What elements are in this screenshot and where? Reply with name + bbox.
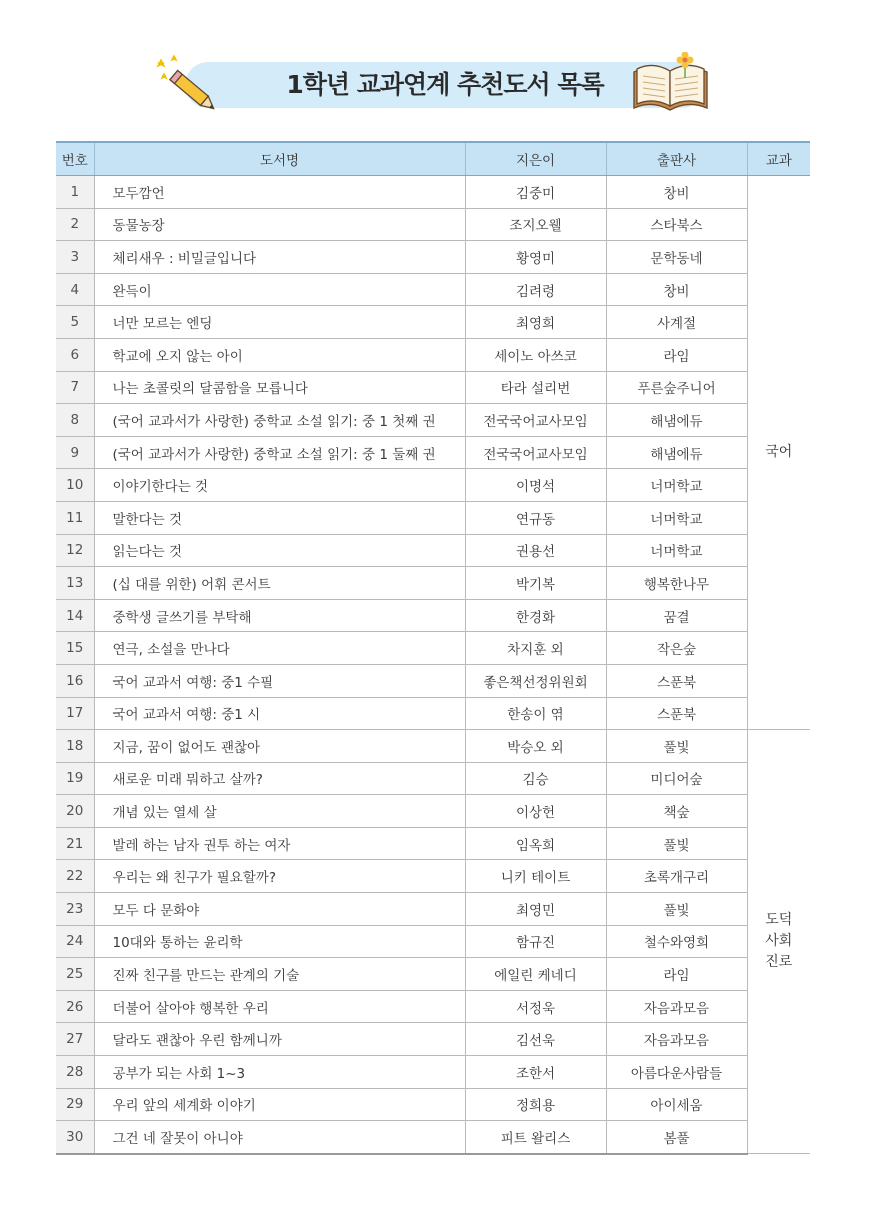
table-row	[56, 404, 810, 437]
book-publisher: 봄풀	[606, 1121, 747, 1154]
book-number: 17	[56, 697, 94, 730]
table-row	[56, 599, 810, 632]
book-number: 24	[56, 925, 94, 958]
book-author: 김선욱	[465, 1023, 606, 1056]
table-row	[56, 1121, 810, 1154]
table-row	[56, 795, 810, 828]
book-author: 이상헌	[465, 795, 606, 828]
book-number: 3	[56, 241, 94, 274]
book-author: 피트 왈리스	[465, 1121, 606, 1154]
book-number: 7	[56, 371, 94, 404]
book-publisher: 문학동네	[606, 241, 747, 274]
book-author: 권용선	[465, 534, 606, 567]
table-row	[56, 1023, 810, 1056]
book-number: 12	[56, 534, 94, 567]
book-number: 26	[56, 990, 94, 1023]
book-title: 체리새우 : 비밀글입니다	[94, 241, 465, 274]
book-number: 11	[56, 501, 94, 534]
book-author: 서정욱	[465, 990, 606, 1023]
book-title: 우리는 왜 친구가 필요할까?	[94, 860, 465, 893]
book-author: 타라 설리번	[465, 371, 606, 404]
book-author: 연규동	[465, 501, 606, 534]
book-publisher: 초록개구리	[606, 860, 747, 893]
table-row	[56, 730, 810, 763]
book-title: 10대와 통하는 윤리학	[94, 925, 465, 958]
book-author: 한송이 엮	[465, 697, 606, 730]
table-row	[56, 990, 810, 1023]
book-publisher: 라임	[606, 958, 747, 991]
book-number: 27	[56, 1023, 94, 1056]
book-publisher: 해냄에듀	[606, 404, 747, 437]
table-row	[56, 827, 810, 860]
table-row	[56, 176, 810, 209]
book-author: 함규진	[465, 925, 606, 958]
table-row	[56, 338, 810, 371]
book-title: 지금, 꿈이 없어도 괜찮아	[94, 730, 465, 763]
book-title: 읽는다는 것	[94, 534, 465, 567]
book-author: 조한서	[465, 1056, 606, 1089]
subject-cell: 국어	[747, 176, 810, 730]
book-publisher: 창비	[606, 273, 747, 306]
book-author: 차지훈 외	[465, 632, 606, 665]
book-publisher: 꿈결	[606, 599, 747, 632]
book-title: 학교에 오지 않는 아이	[94, 338, 465, 371]
book-number: 22	[56, 860, 94, 893]
book-publisher: 너머학교	[606, 534, 747, 567]
book-publisher: 스타북스	[606, 208, 747, 241]
table-row	[56, 241, 810, 274]
book-number: 6	[56, 338, 94, 371]
book-title: (십 대를 위한) 어휘 콘서트	[94, 567, 465, 600]
table-row	[56, 1088, 810, 1121]
book-title: 연극, 소설을 만나다	[94, 632, 465, 665]
book-title: 말한다는 것	[94, 501, 465, 534]
book-author: 김려령	[465, 273, 606, 306]
table-row	[56, 958, 810, 991]
book-publisher: 창비	[606, 176, 747, 209]
column-header-publisher: 출판사	[606, 142, 747, 176]
book-publisher: 사계절	[606, 306, 747, 339]
book-author: 정희용	[465, 1088, 606, 1121]
book-publisher: 스푼북	[606, 697, 747, 730]
book-publisher: 너머학교	[606, 469, 747, 502]
book-author: 세이노 아쓰코	[465, 338, 606, 371]
book-author: 조지오웰	[465, 208, 606, 241]
book-number: 23	[56, 893, 94, 926]
book-number: 19	[56, 762, 94, 795]
table-header-row	[56, 142, 810, 176]
table-row	[56, 762, 810, 795]
book-title: 새로운 미래 뭐하고 살까?	[94, 762, 465, 795]
book-publisher: 라임	[606, 338, 747, 371]
book-title: 모두 다 문화야	[94, 893, 465, 926]
book-publisher: 자음과모음	[606, 1023, 747, 1056]
book-number: 30	[56, 1121, 94, 1154]
book-author: 니키 테이트	[465, 860, 606, 893]
book-author: 박기복	[465, 567, 606, 600]
column-header-author: 지은이	[465, 142, 606, 176]
book-title: (국어 교과서가 사랑한) 중학교 소설 읽기: 중 1 첫째 권	[94, 404, 465, 437]
book-author: 임옥희	[465, 827, 606, 860]
book-title: 달라도 괜찮아 우린 함께니까	[94, 1023, 465, 1056]
book-author: 김중미	[465, 176, 606, 209]
table-row	[56, 567, 810, 600]
table-row	[56, 860, 810, 893]
book-author: 황영미	[465, 241, 606, 274]
book-author: 이명석	[465, 469, 606, 502]
table-row	[56, 893, 810, 926]
book-title: 국어 교과서 여행: 중1 시	[94, 697, 465, 730]
book-author: 최영민	[465, 893, 606, 926]
subject-cell: 도덕 사회 진로	[747, 730, 810, 1154]
table-row	[56, 306, 810, 339]
book-publisher: 풀빛	[606, 827, 747, 860]
book-publisher: 너머학교	[606, 501, 747, 534]
table-row	[56, 273, 810, 306]
book-author: 전국국어교사모임	[465, 436, 606, 469]
book-number: 20	[56, 795, 94, 828]
book-number: 5	[56, 306, 94, 339]
book-publisher: 해냄에듀	[606, 436, 747, 469]
table-row	[56, 469, 810, 502]
book-number: 25	[56, 958, 94, 991]
book-number: 10	[56, 469, 94, 502]
book-author: 전국국어교사모임	[465, 404, 606, 437]
book-number: 29	[56, 1088, 94, 1121]
book-title: 진짜 친구를 만드는 관계의 기술	[94, 958, 465, 991]
book-author: 에일린 케네디	[465, 958, 606, 991]
book-number: 14	[56, 599, 94, 632]
book-list-table	[56, 141, 810, 1155]
page-title: 1학년 교과연계 추천도서 목록	[286, 70, 604, 99]
table-row	[56, 1056, 810, 1089]
column-header-subject: 교과	[747, 142, 810, 176]
book-number: 28	[56, 1056, 94, 1089]
book-title: 너만 모르는 엔딩	[94, 306, 465, 339]
book-number: 4	[56, 273, 94, 306]
book-author: 한경화	[465, 599, 606, 632]
book-title: 국어 교과서 여행: 중1 수필	[94, 664, 465, 697]
book-publisher: 미디어숲	[606, 762, 747, 795]
book-title: 완득이	[94, 273, 465, 306]
book-number: 15	[56, 632, 94, 665]
book-title: 이야기한다는 것	[94, 469, 465, 502]
table-row	[56, 436, 810, 469]
book-number: 8	[56, 404, 94, 437]
table-row	[56, 371, 810, 404]
table-row	[56, 632, 810, 665]
book-title: 중학생 글쓰기를 부탁해	[94, 599, 465, 632]
book-publisher: 책숲	[606, 795, 747, 828]
book-number: 9	[56, 436, 94, 469]
book-number: 2	[56, 208, 94, 241]
book-number: 13	[56, 567, 94, 600]
column-header-number: 번호	[56, 142, 94, 176]
table-row	[56, 208, 810, 241]
table-row	[56, 534, 810, 567]
book-title: 발레 하는 남자 권투 하는 여자	[94, 827, 465, 860]
book-title: 공부가 되는 사회 1~3	[94, 1056, 465, 1089]
book-number: 21	[56, 827, 94, 860]
book-number: 16	[56, 664, 94, 697]
book-author: 김승	[465, 762, 606, 795]
table-row	[56, 925, 810, 958]
book-publisher: 행복한나무	[606, 567, 747, 600]
book-publisher: 푸른숲주니어	[606, 371, 747, 404]
book-title: 더불어 살아야 행복한 우리	[94, 990, 465, 1023]
book-publisher: 작은숲	[606, 632, 747, 665]
book-author: 박승오 외	[465, 730, 606, 763]
book-publisher: 철수와영희	[606, 925, 747, 958]
book-title: (국어 교과서가 사랑한) 중학교 소설 읽기: 중 1 둘째 권	[94, 436, 465, 469]
book-title: 우리 앞의 세계화 이야기	[94, 1088, 465, 1121]
book-publisher: 아름다운사람들	[606, 1056, 747, 1089]
book-publisher: 자음과모음	[606, 990, 747, 1023]
book-title: 그건 네 잘못이 아니야	[94, 1121, 465, 1154]
book-title: 개념 있는 열세 살	[94, 795, 465, 828]
book-publisher: 풀빛	[606, 893, 747, 926]
book-author: 좋은책선정위원회	[465, 664, 606, 697]
book-author: 최영희	[465, 306, 606, 339]
book-number: 18	[56, 730, 94, 763]
book-title: 모두깜언	[94, 176, 465, 209]
column-header-title: 도서명	[94, 142, 465, 176]
book-publisher: 풀빛	[606, 730, 747, 763]
book-publisher: 스푼북	[606, 664, 747, 697]
book-title: 동물농장	[94, 208, 465, 241]
book-number: 1	[56, 176, 94, 209]
book-publisher: 아이세움	[606, 1088, 747, 1121]
table-row	[56, 664, 810, 697]
table-row	[56, 501, 810, 534]
table-row	[56, 697, 810, 730]
book-title: 나는 초콜릿의 달콤함을 모릅니다	[94, 371, 465, 404]
